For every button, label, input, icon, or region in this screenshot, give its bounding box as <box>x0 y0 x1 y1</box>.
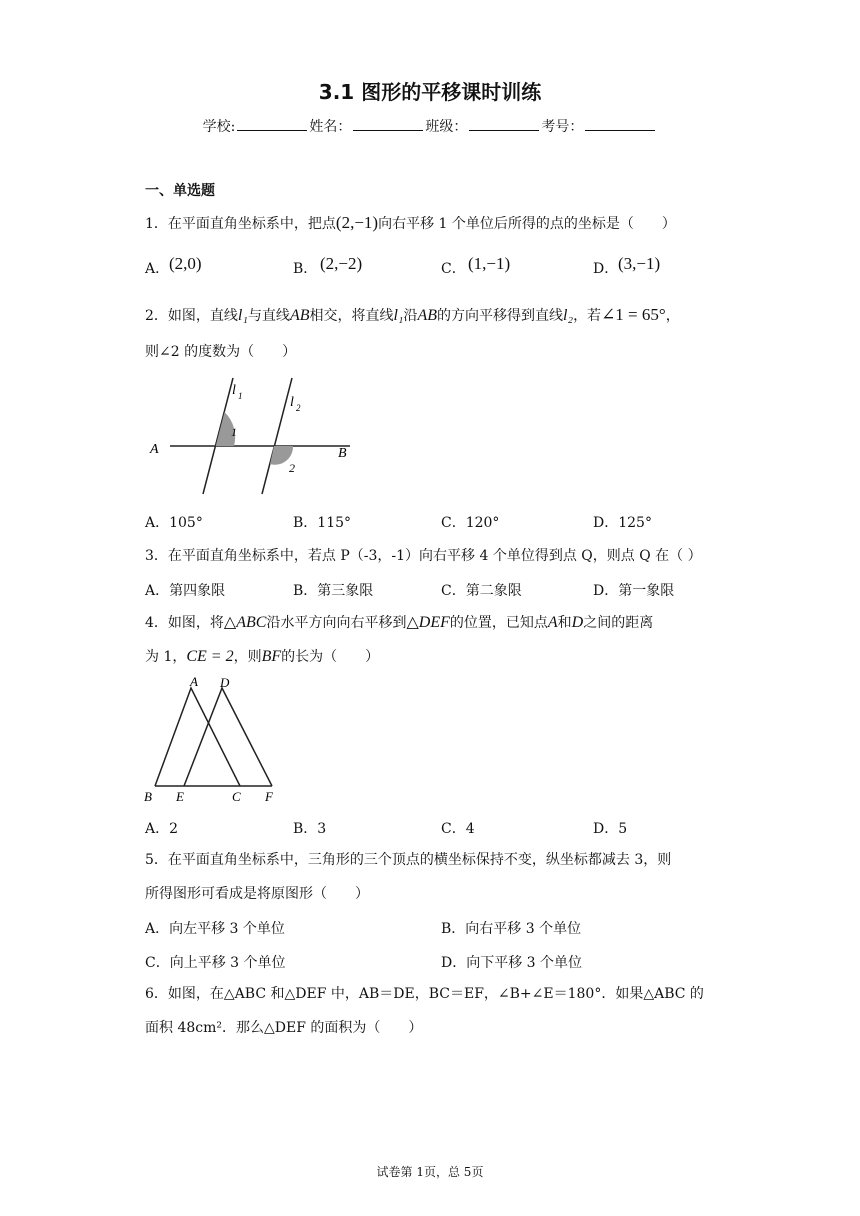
q2-ab: AB <box>289 307 310 324</box>
fig-point-a: A <box>190 674 198 689</box>
q1-option-a-label: A． <box>145 261 170 277</box>
question-3: 3．在平面直角坐标系中，若点 P（-3，-1）向右平移 4 个单位得到点 Q，则点 Q 在（ ） <box>145 548 702 564</box>
line-l1-label: l <box>232 383 236 398</box>
q4-bf: BF <box>261 648 282 665</box>
school-blank <box>237 118 307 131</box>
q4-text: 4．如图，将 <box>145 615 224 631</box>
line-l2-subscript: 2 <box>296 403 301 413</box>
q4-point-a: A <box>547 614 558 631</box>
q4-option-b: B．3 <box>293 821 327 837</box>
q3-options <box>145 580 745 600</box>
q2-options <box>145 512 745 532</box>
q2-ab: AB <box>417 307 438 324</box>
q2-text: 与直线 <box>247 308 290 324</box>
question-6-line2: 面积 48cm²．那么△DEF 的面积为（ ） <box>145 1020 423 1036</box>
q2-text: 相交，将直线 <box>309 308 394 324</box>
q4-option-d: D．5 <box>593 821 628 837</box>
q2-text: 沿 <box>403 308 418 324</box>
question-4-line2 <box>145 640 717 674</box>
question-4 <box>145 606 735 640</box>
q2-option-c: C．120° <box>441 515 500 531</box>
number-label: 考号： <box>541 119 584 135</box>
q2-l2: l₂ <box>563 307 574 324</box>
q2-figure <box>140 372 370 502</box>
q4-text: 之间的距离 <box>583 615 654 631</box>
q3-option-b: B．第三象限 <box>293 583 374 599</box>
q1-option-c: (1,−1) <box>468 254 511 273</box>
point-a-label: A <box>150 442 159 457</box>
q1-text: 1．在平面直角坐标系中，把点 <box>145 216 336 232</box>
fig-point-e: E <box>176 789 184 804</box>
question-5: 5．在平面直角坐标系中，三角形的三个顶点的横坐标保持不变，纵坐标都减去 3，则 <box>145 852 672 868</box>
school-label: 学校: <box>202 119 236 135</box>
question-2 <box>145 298 735 333</box>
q3-option-d: D．第一象限 <box>593 583 675 599</box>
q5-options <box>145 918 745 978</box>
q4-text: 的长为（ ） <box>281 649 380 665</box>
fig-point-b: B <box>144 789 152 804</box>
class-label: 班级： <box>425 119 468 135</box>
q4-text: 的位置，已知点 <box>449 615 548 631</box>
q4-text: 沿水平方向向右平移到 <box>266 615 407 631</box>
page-footer: 试卷第 1页，总 5页 <box>376 1165 484 1179</box>
q4-triangle-def: △DEF <box>406 614 450 631</box>
angle-2-label: 2 <box>289 461 295 475</box>
q4-text: 和 <box>557 615 572 631</box>
q3-option-c: C．第二象限 <box>441 583 522 599</box>
fig-point-f: F <box>265 789 273 804</box>
fig-point-c: C <box>232 789 241 804</box>
q1-option-d: (3,−1) <box>618 254 661 273</box>
class-blank <box>469 118 539 131</box>
q2-text: 2．如图，直线 <box>145 308 238 324</box>
question-5-line2: 所得图形可看成是将原图形（ ） <box>145 886 369 902</box>
q1-options <box>145 252 745 282</box>
fig-point-d: D <box>220 675 230 690</box>
q1-point: (2,−1) <box>335 213 379 232</box>
q2-l1: l₁ <box>393 307 404 324</box>
q2-text: 的方向平移得到直线 <box>437 308 564 324</box>
question-1 <box>145 206 717 241</box>
q4-text: 为 1， <box>145 649 187 665</box>
q5-option-c: C．向上平移 3 个单位 <box>145 955 286 971</box>
q1-option-a: (2,0) <box>169 254 202 273</box>
q2-text: ，若 <box>573 308 602 324</box>
student-info-line <box>0 116 860 136</box>
q2-l1: l₁ <box>237 307 248 324</box>
number-blank <box>585 118 655 131</box>
name-blank <box>353 118 423 131</box>
q2-option-a: A．105° <box>145 515 203 531</box>
q2-text: ， <box>665 308 680 324</box>
angle-1-label: 1 <box>231 425 237 439</box>
name-label: 姓名： <box>309 119 352 135</box>
q4-text: ，则 <box>233 649 262 665</box>
line-l2-label: l <box>290 395 294 410</box>
q1-text-end: 向右平移 1 个单位后所得的点的坐标是（ ） <box>378 216 676 232</box>
point-b-label: B <box>338 446 347 461</box>
q2-option-d: D．125° <box>593 515 652 531</box>
q4-point-d: D <box>571 614 584 631</box>
q4-options <box>145 818 745 838</box>
q5-option-b: B．向右平移 3 个单位 <box>441 921 582 937</box>
q1-option-b-label: B． <box>293 261 318 277</box>
question-6: 6．如图，在△ABC 和△DEF 中，AB＝DE，BC＝EF，∠B+∠E＝180°．如果△ABC 的 <box>145 986 704 1002</box>
q4-figure <box>140 672 290 807</box>
q2-angle: ∠1 = 65° <box>601 305 666 324</box>
q4-ce: CE = 2 <box>186 648 234 665</box>
section-heading: 一、单选题 <box>145 183 215 199</box>
q2-option-b: B．115° <box>293 515 352 531</box>
q4-option-a: A．2 <box>145 821 179 837</box>
q1-option-c-label: C． <box>441 261 466 277</box>
question-2-line2: 则∠2 的度数为（ ） <box>145 344 297 360</box>
line-l1-subscript: 1 <box>238 391 243 401</box>
q1-option-b: (2,−2) <box>320 254 363 273</box>
q5-option-d: D．向下平移 3 个单位 <box>441 955 583 971</box>
q5-option-a: A．向左平移 3 个单位 <box>145 921 285 937</box>
page-title: 3.1 图形的平移课时训练 <box>318 80 542 104</box>
q4-option-c: C．4 <box>441 821 475 837</box>
q3-option-a: A．第四象限 <box>145 583 226 599</box>
q4-triangle-abc: △ABC <box>223 614 267 631</box>
q1-option-d-label: D． <box>593 261 619 277</box>
